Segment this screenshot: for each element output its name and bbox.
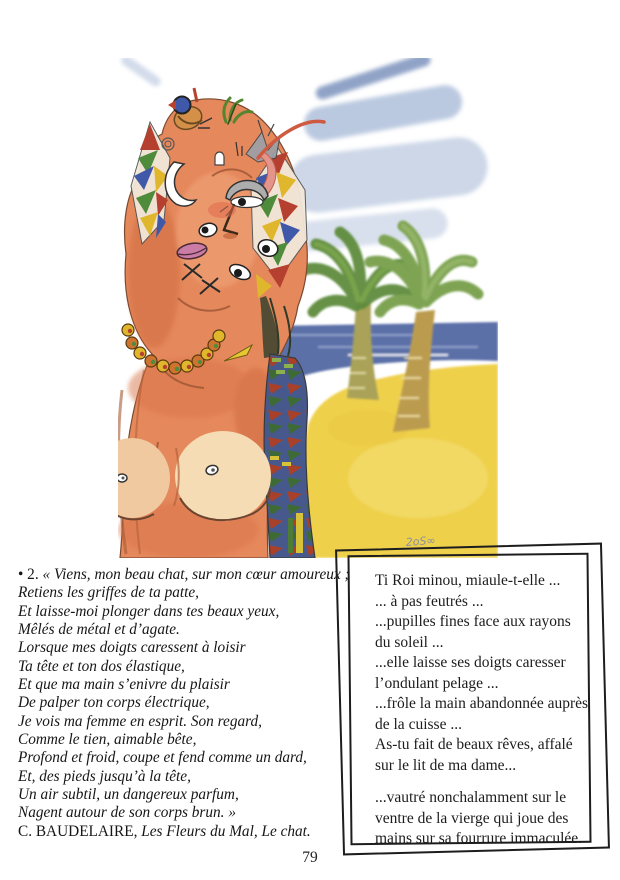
note-line: ...pupilles fines face aux rayons xyxy=(375,613,571,630)
poem-line: Retiens les griffes de ta patte, xyxy=(18,584,199,602)
note-line: du soleil ... xyxy=(375,633,444,651)
poem-line: Lorsque mes doigts caressent à loisir xyxy=(18,639,246,657)
artist-signature: 2oS∞ xyxy=(405,533,437,549)
note-line: ...elle laisse ses doigts caresser xyxy=(375,654,566,671)
note-line: ... à pas feutrés ... xyxy=(375,592,484,610)
note-box-text xyxy=(375,571,588,850)
note-box xyxy=(337,544,607,858)
forehead-arch xyxy=(215,152,224,165)
painting xyxy=(118,58,498,558)
poem-line: Comme le tien, aimable bête, xyxy=(18,731,197,749)
poem-line: De palper ton corps électrique, xyxy=(18,694,210,712)
note-line: ...frôle la main abandonnée auprès xyxy=(375,695,589,712)
poem-block xyxy=(18,566,368,841)
note-line: Ti Roi minou, miaule-t-elle ... xyxy=(375,572,561,589)
note-line: ventre de la vierge qui joue des xyxy=(375,809,569,827)
sand-beach xyxy=(304,364,498,558)
note-line: ...vautré nonchalamment sur le xyxy=(375,789,567,806)
poem-first-verse: « Viens, mon beau chat, sur mon cœur amoureux ; xyxy=(42,566,350,583)
note-line: mains sur sa fourrure immaculée. xyxy=(375,830,583,847)
breasts xyxy=(118,431,271,521)
attribution-author: C. BAUDELAIRE, xyxy=(18,822,138,840)
poem-line: Et laisse-moi plonger dans tes beaux yeux, xyxy=(18,602,280,620)
poem-line: Mêlés de métal et d’agate. xyxy=(18,621,180,639)
note-line: sur le lit de ma dame... xyxy=(375,756,517,774)
poem-line: Nagent autour de son corps brun. » xyxy=(18,804,236,822)
poem-line: Un air subtil, un dangereux parfum, xyxy=(18,786,239,804)
note-line: l’ondulant pelage ... xyxy=(375,674,499,692)
woman-figure xyxy=(118,88,324,558)
attribution-work: Les Fleurs du Mal, Le chat. xyxy=(137,822,311,840)
poem-line: Et, des pieds jusqu’à la tête, xyxy=(18,767,191,785)
poem-line: Profond et froid, coupe et fend comme un dard, xyxy=(18,749,307,767)
poem-line xyxy=(18,566,368,584)
note-line: de la cuisse ... xyxy=(375,715,462,733)
poem-number: • 2. xyxy=(18,566,43,583)
poem-attribution xyxy=(18,823,368,841)
poem-line: Ta tête et ton dos élastique, xyxy=(18,657,185,675)
poem-line: Et que ma main s’enivre du plaisir xyxy=(18,676,230,694)
note-line: As-tu fait de beaux rêves, affalé xyxy=(375,736,573,753)
poem-line: Je vois ma femme en esprit. Son regard, xyxy=(18,712,262,730)
page-number: 79 xyxy=(302,849,318,866)
